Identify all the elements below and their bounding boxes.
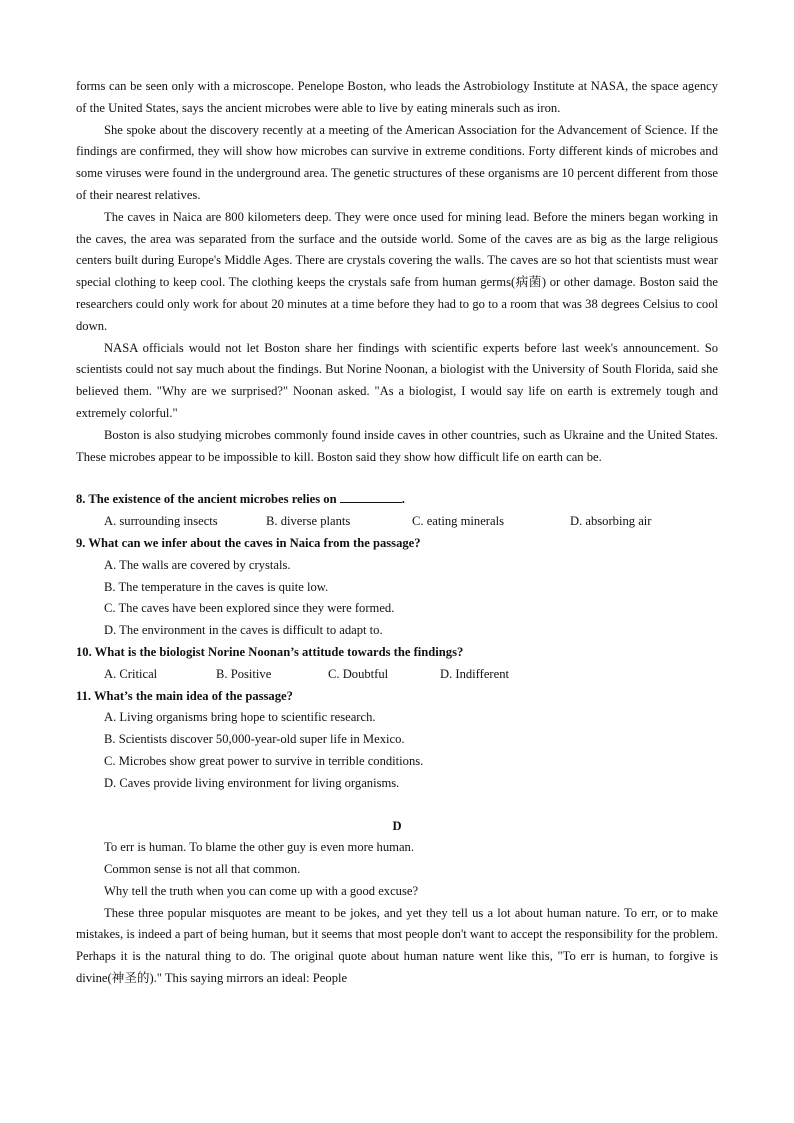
option-a: A. surrounding insects — [104, 514, 218, 529]
question-8-stem: 8. The existence of the ancient microbes relies on — [76, 492, 337, 507]
question-9-option-d: D. The environment in the caves is difficult to adapt to. — [104, 623, 383, 638]
passage-d-quote-1: To err is human. To blame the other guy is even more human. — [104, 840, 414, 855]
passage-d-paragraph-1: These three popular misquotes are meant to be jokes, and yet they tell us a lot about human nature. To err, or to make mistakes, is indeed a part of being human, but it seems that most people don't want to accept the responsibility for the problem. Perhaps it is the natural thing to do. The original quote about human nature went like this, "To err is human, to forgive is divine(神圣的)." This saying mirrors an ideal: People — [76, 905, 718, 986]
question-8 — [76, 489, 718, 511]
option-b: B. Positive — [216, 666, 272, 681]
passage-c-paragraph-2: She spoke about the discovery recently at a meeting of the American Association for the Advancement of Science. If the findings are confirmed, they will show how microbes can survive in extreme conditions. Forty different kinds of microbes and some viruses were found in the underground area. The genetic structures of these organisms are 10 percent different from those of their nearest relatives. — [76, 122, 718, 202]
question-11-option-c: C. Microbes show great power to survive in terrible conditions. — [104, 753, 424, 768]
option-d: D. absorbing air — [570, 514, 652, 529]
question-11-option-a: A. Living organisms bring hope to scientific research. — [104, 710, 376, 725]
option-c: C. eating minerals — [412, 514, 504, 529]
passage-d-quote-2: Common sense is not all that common. — [104, 862, 301, 877]
spacer — [76, 468, 718, 489]
question-10-stem: 10. What is the biologist Norine Noonan’s attitude towards the findings? — [76, 644, 464, 659]
section-d-heading: D — [392, 818, 402, 833]
question-9-stem: 9. What can we infer about the caves in Naica from the passage? — [76, 535, 421, 550]
passage-d-quote-3: Why tell the truth when you can come up with a good excuse? — [104, 883, 419, 898]
passage-c-paragraph-1: forms can be seen only with a microscope. Penelope Boston, who leads the Astrobiology Institute at NASA, the space agency of the United States, says the ancient microbes were able to live by eating minerals such as iron. — [76, 79, 718, 115]
spacer — [76, 795, 718, 816]
answer-blank — [340, 490, 402, 503]
question-11-option-d: D. Caves provide living environment for living organisms. — [104, 775, 400, 790]
option-b: B. diverse plants — [266, 514, 351, 529]
passage-c-paragraph-3: The caves in Naica are 800 kilometers deep. They were once used for mining lead. Before the miners began working in the caves, the area was separated from the surface and the outside world. Some of the caves are as big as the large religious centers built during Europe's Middle Ages. There are crystals covering the walls. The caves are so hot that scientists must wear special clothing to keep cool. The clothing keeps the crystals safe from human germs(病菌) or other damage. Boston said the researchers could only work for about 20 minutes at a time before they had to go to a room that was 38 degrees Celsius to cool down. — [76, 209, 718, 333]
passage-c-paragraph-4: NASA officials would not let Boston share her findings with scientific experts before last week's announcement. So scientists could not say much about the findings. But Norine Noonan, a biologist with the University of South Florida, said she believed them. "Why are we surprised?" Noonan asked. "As a biologist, I would say life on earth is extremely tough and extremely colorful." — [76, 340, 718, 420]
question-8-options — [76, 511, 718, 533]
passage-c-paragraph-5: Boston is also studying microbes commonly found inside caves in other countries, such as Ukraine and the United States. These microbes appear to be impossible to kill. Boston said they show how difficult life on earth can be. — [76, 427, 718, 464]
exam-page — [76, 76, 718, 990]
question-9-option-a: A. The walls are covered by crystals. — [104, 557, 291, 572]
question-11-option-b: B. Scientists discover 50,000-year-old super life in Mexico. — [104, 732, 405, 747]
question-11-stem: 11. What’s the main idea of the passage? — [76, 688, 293, 703]
option-c: C. Doubtful — [328, 666, 389, 681]
question-9-option-b: B. The temperature in the caves is quite low. — [104, 579, 329, 594]
question-8-period: . — [401, 492, 405, 507]
option-a: A. Critical — [104, 666, 158, 681]
question-9-option-c: C. The caves have been explored since they were formed. — [104, 601, 395, 616]
question-10-options — [76, 664, 718, 686]
option-d: D. Indifferent — [440, 666, 510, 681]
